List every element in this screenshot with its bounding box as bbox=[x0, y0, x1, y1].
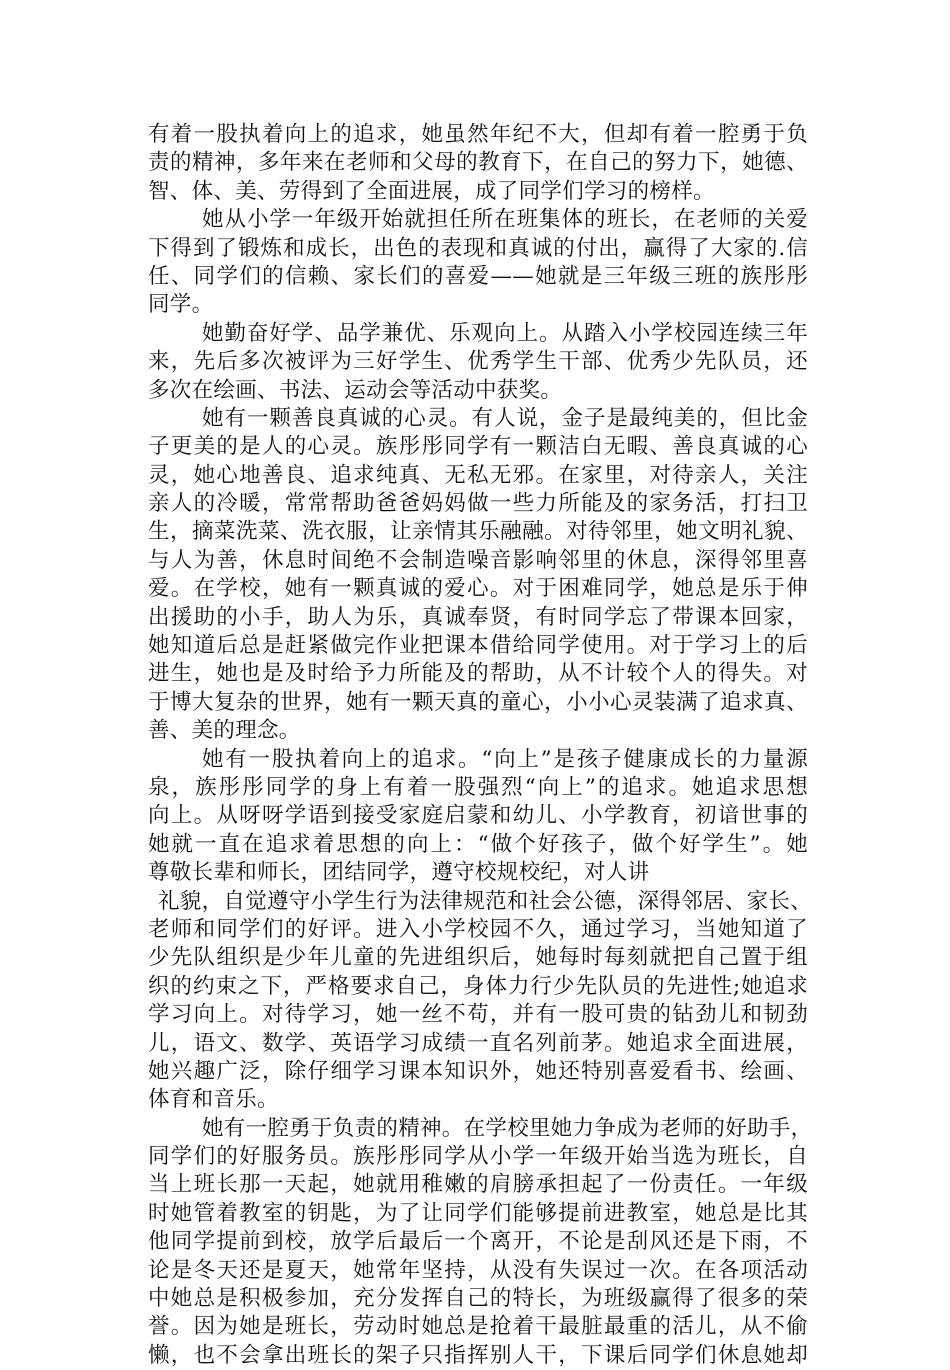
text-line: 多次在绘画、书法、运动会等活动中获奖。 bbox=[148, 377, 563, 403]
text-line: 学习向上。对待学习，她一丝不苟，并有一股可贵的钻劲儿和韧劲 bbox=[148, 1002, 808, 1028]
text-line: 与人为善，休息时间绝不会制造噪音影响邻里的休息，深得邻里喜 bbox=[148, 547, 808, 573]
text-line: 少先队组织是少年儿童的先进组织后，她每时每刻就把自己置于组 bbox=[148, 945, 808, 971]
text-line: 于博大复杂的世界，她有一颗天真的童心，小小心灵装满了追求真、 bbox=[148, 689, 808, 715]
text-line: 尊敬长辈和师长，团结同学，遵守校规校纪，对人讲 bbox=[148, 860, 650, 886]
text-line: 她有一股执着向上的追求。“向上”是孩子健康成长的力量源 bbox=[202, 746, 808, 772]
text-line: 她就一直在追求着思想的向上：“做个好孩子，做个好学生”。她 bbox=[148, 831, 808, 857]
text-line: 爱。在学校，她有一颗真诚的爱心。对于困难同学，她总是乐于伸 bbox=[148, 576, 808, 602]
text-line: 善、美的理念。 bbox=[148, 718, 301, 744]
text-line: 子更美的是人的心灵。族彤彤同学有一颗洁白无暇、善良真诚的心 bbox=[148, 434, 808, 460]
text-line: 礼貌，自觉遵守小学生行为法律规范和社会公德，深得邻居、家长、 bbox=[158, 888, 813, 914]
text-line: 生，摘菜洗菜、洗衣服，让亲情其乐融融。对待邻里，她文明礼貌、 bbox=[148, 519, 808, 545]
text-line: 出援助的小手，助人为乐，真诚奉贤，有时同学忘了带课本回家， bbox=[148, 604, 808, 630]
text-line: 她有一腔勇于负责的精神。在学校里她力争成为老师的好助手， bbox=[202, 1115, 813, 1141]
document-body bbox=[148, 121, 813, 1370]
text-line: 老师和同学们的好评。进入小学校园不久，通过学习，当她知道了 bbox=[148, 916, 808, 942]
text-line: 智、体、美、劳得到了全面进展，成了同学们学习的榜样。 bbox=[148, 178, 715, 204]
text-line: 任、同学们的信赖、家长们的喜爱——她就是三年级三班的族彤彤 bbox=[148, 263, 808, 289]
text-line: 泉，族彤彤同学的身上有着一股强烈“向上”的追求。她追求思想 bbox=[148, 774, 808, 800]
text-line: 儿，语文、数学、英语学习成绩一直名列前茅。她追求全面进展， bbox=[148, 1030, 808, 1056]
text-line: 她从小学一年级开始就担任所在班集体的班长，在老师的关爱 bbox=[202, 207, 808, 233]
text-line: 体育和音乐。 bbox=[148, 1087, 279, 1113]
text-line: 誉。因为她是班长，劳动时她总是抢着干最脏最重的活儿，从不偷 bbox=[148, 1314, 808, 1340]
text-line: 同学。 bbox=[148, 292, 214, 318]
text-line: 她知道后总是赶紧做完作业把课本借给同学使用。对于学习上的后 bbox=[148, 633, 808, 659]
text-line: 她勤奋好学、品学兼优、乐观向上。从踏入小学校园连续三年 bbox=[202, 320, 808, 346]
text-line: 亲人的冷暖，常常帮助爸爸妈妈做一些力所能及的家务活，打扫卫 bbox=[148, 491, 808, 517]
text-line: 下得到了锻炼和成长，出色的表现和真诚的付出，赢得了大家的.信 bbox=[148, 235, 808, 261]
text-line: 织的约束之下，严格要求自己，身体力行少先队员的先进性;她追求 bbox=[148, 973, 808, 999]
text-line: 责的精神，多年来在老师和父母的教育下，在自己的努力下，她德、 bbox=[148, 150, 808, 176]
text-line: 来，先后多次被评为三好学生、优秀学生干部、优秀少先队员，还 bbox=[148, 349, 808, 375]
text-line: 当上班长那一天起，她就用稚嫩的肩膀承担起了一份责任。一年级 bbox=[148, 1172, 808, 1198]
text-line: 灵，她心地善良、追求纯真、无私无邪。在家里，对待亲人，关注 bbox=[148, 462, 808, 488]
text-line: 有着一股执着向上的追求，她虽然年纪不大，但却有着一腔勇于负 bbox=[148, 122, 808, 147]
text-line: 中她总是积极参加，充分发挥自己的特长，为班级赢得了很多的荣 bbox=[148, 1286, 808, 1312]
text-line: 她兴趣广泛，除仔细学习课本知识外，她还特别喜爱看书、绘画、 bbox=[148, 1058, 808, 1084]
text-line: 论是冬天还是夏天，她常年坚持，从没有失误过一次。在各项活动 bbox=[148, 1257, 808, 1283]
text-line: 懒，也不会拿出班长的架子只指挥别人干，下课后同学们休息她却 bbox=[148, 1342, 808, 1368]
text-line: 进生，她也是及时给予力所能及的帮助，从不计较个人的得失。对 bbox=[148, 661, 808, 687]
text-line: 向上。从呀呀学语到接受家庭启蒙和幼儿、小学教育，初谙世事的 bbox=[148, 803, 808, 829]
text-line: 她有一颗善良真诚的心灵。有人说，金子是最纯美的，但比金 bbox=[202, 405, 808, 431]
text-line: 同学们的好服务员。族彤彤同学从小学一年级开始当选为班长，自 bbox=[148, 1144, 808, 1170]
text-line: 他同学提前到校，放学后最后一个离开，不论是刮风还是下雨，不 bbox=[148, 1229, 808, 1255]
text-line: 时她管着教室的钥匙，为了让同学们能够提前进教室，她总是比其 bbox=[148, 1200, 808, 1226]
